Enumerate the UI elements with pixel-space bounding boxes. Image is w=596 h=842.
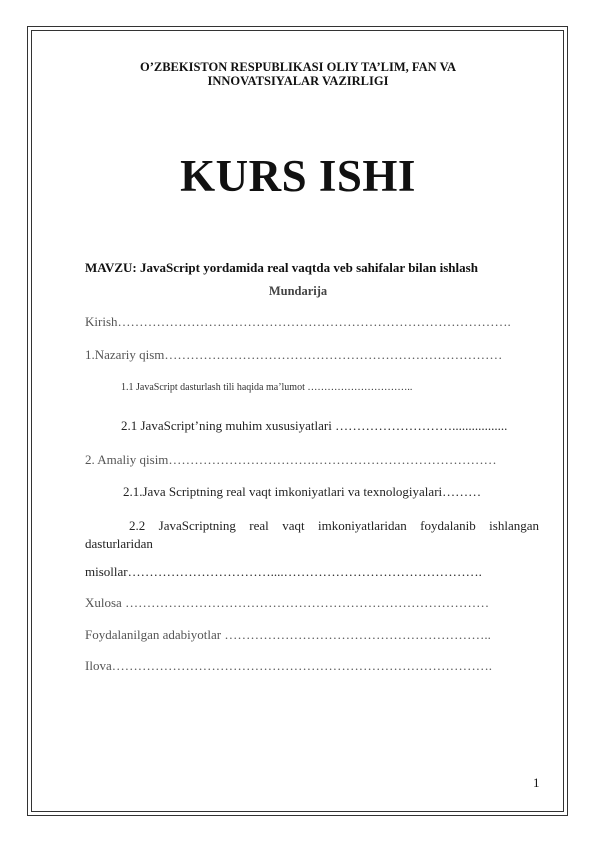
topic-line: MAVZU: JavaScript yordamida real vaqtda veb sahifalar bilan ishlash	[85, 260, 478, 275]
ministry-line-1: O’ZBEKISTON RESPUBLIKASI OLIY TA’LIM, FAN VA	[139, 60, 457, 74]
document-title: KURS ISHI	[180, 151, 416, 201]
toc-item-2-2-line2: dasturlaridan	[85, 536, 153, 551]
toc-item-ilova: Ilova…………………………………………………………………………….	[85, 658, 492, 673]
toc-item-adabiyotlar: Foydalanilgan adabiyotlar ……………………………………………………..	[85, 627, 491, 642]
toc-item-2-1b: 2.1.Java Scriptning real vaqt imkoniyatlari va texnologiyalari………	[123, 484, 482, 499]
ministry-line-2: INNOVATSIYALAR VAZIRLIGI	[207, 74, 389, 88]
page-number: 1	[533, 775, 540, 790]
toc-item-2-1: 2.1 JavaScript’ning muhim xususiyatlari ……………………….................	[121, 418, 508, 433]
toc-heading: Mundarija	[268, 284, 328, 298]
toc-item-nazariy: 1.Nazariy qism……………………………………………………………………	[85, 347, 503, 362]
toc-item-2-2-line3: misollar……………………………....……………………………………….	[85, 564, 482, 579]
toc-item-xulosa: Xulosa …………………………………………………………………………	[85, 595, 490, 610]
toc-item-amaliy: 2. Amaliy qisim…………………………….……………………………………	[85, 452, 497, 467]
toc-item-2-2-line1: 2.2 JavaScriptning real vaqt imkoniyatlaridan foydalanib ishlangan	[129, 518, 539, 533]
toc-item-kirish: Kirish……………………………………………………………………………….	[85, 314, 511, 329]
toc-item-1-1: 1.1 JavaScript dasturlash tili haqida ma’lumot …………………………..	[121, 382, 413, 393]
